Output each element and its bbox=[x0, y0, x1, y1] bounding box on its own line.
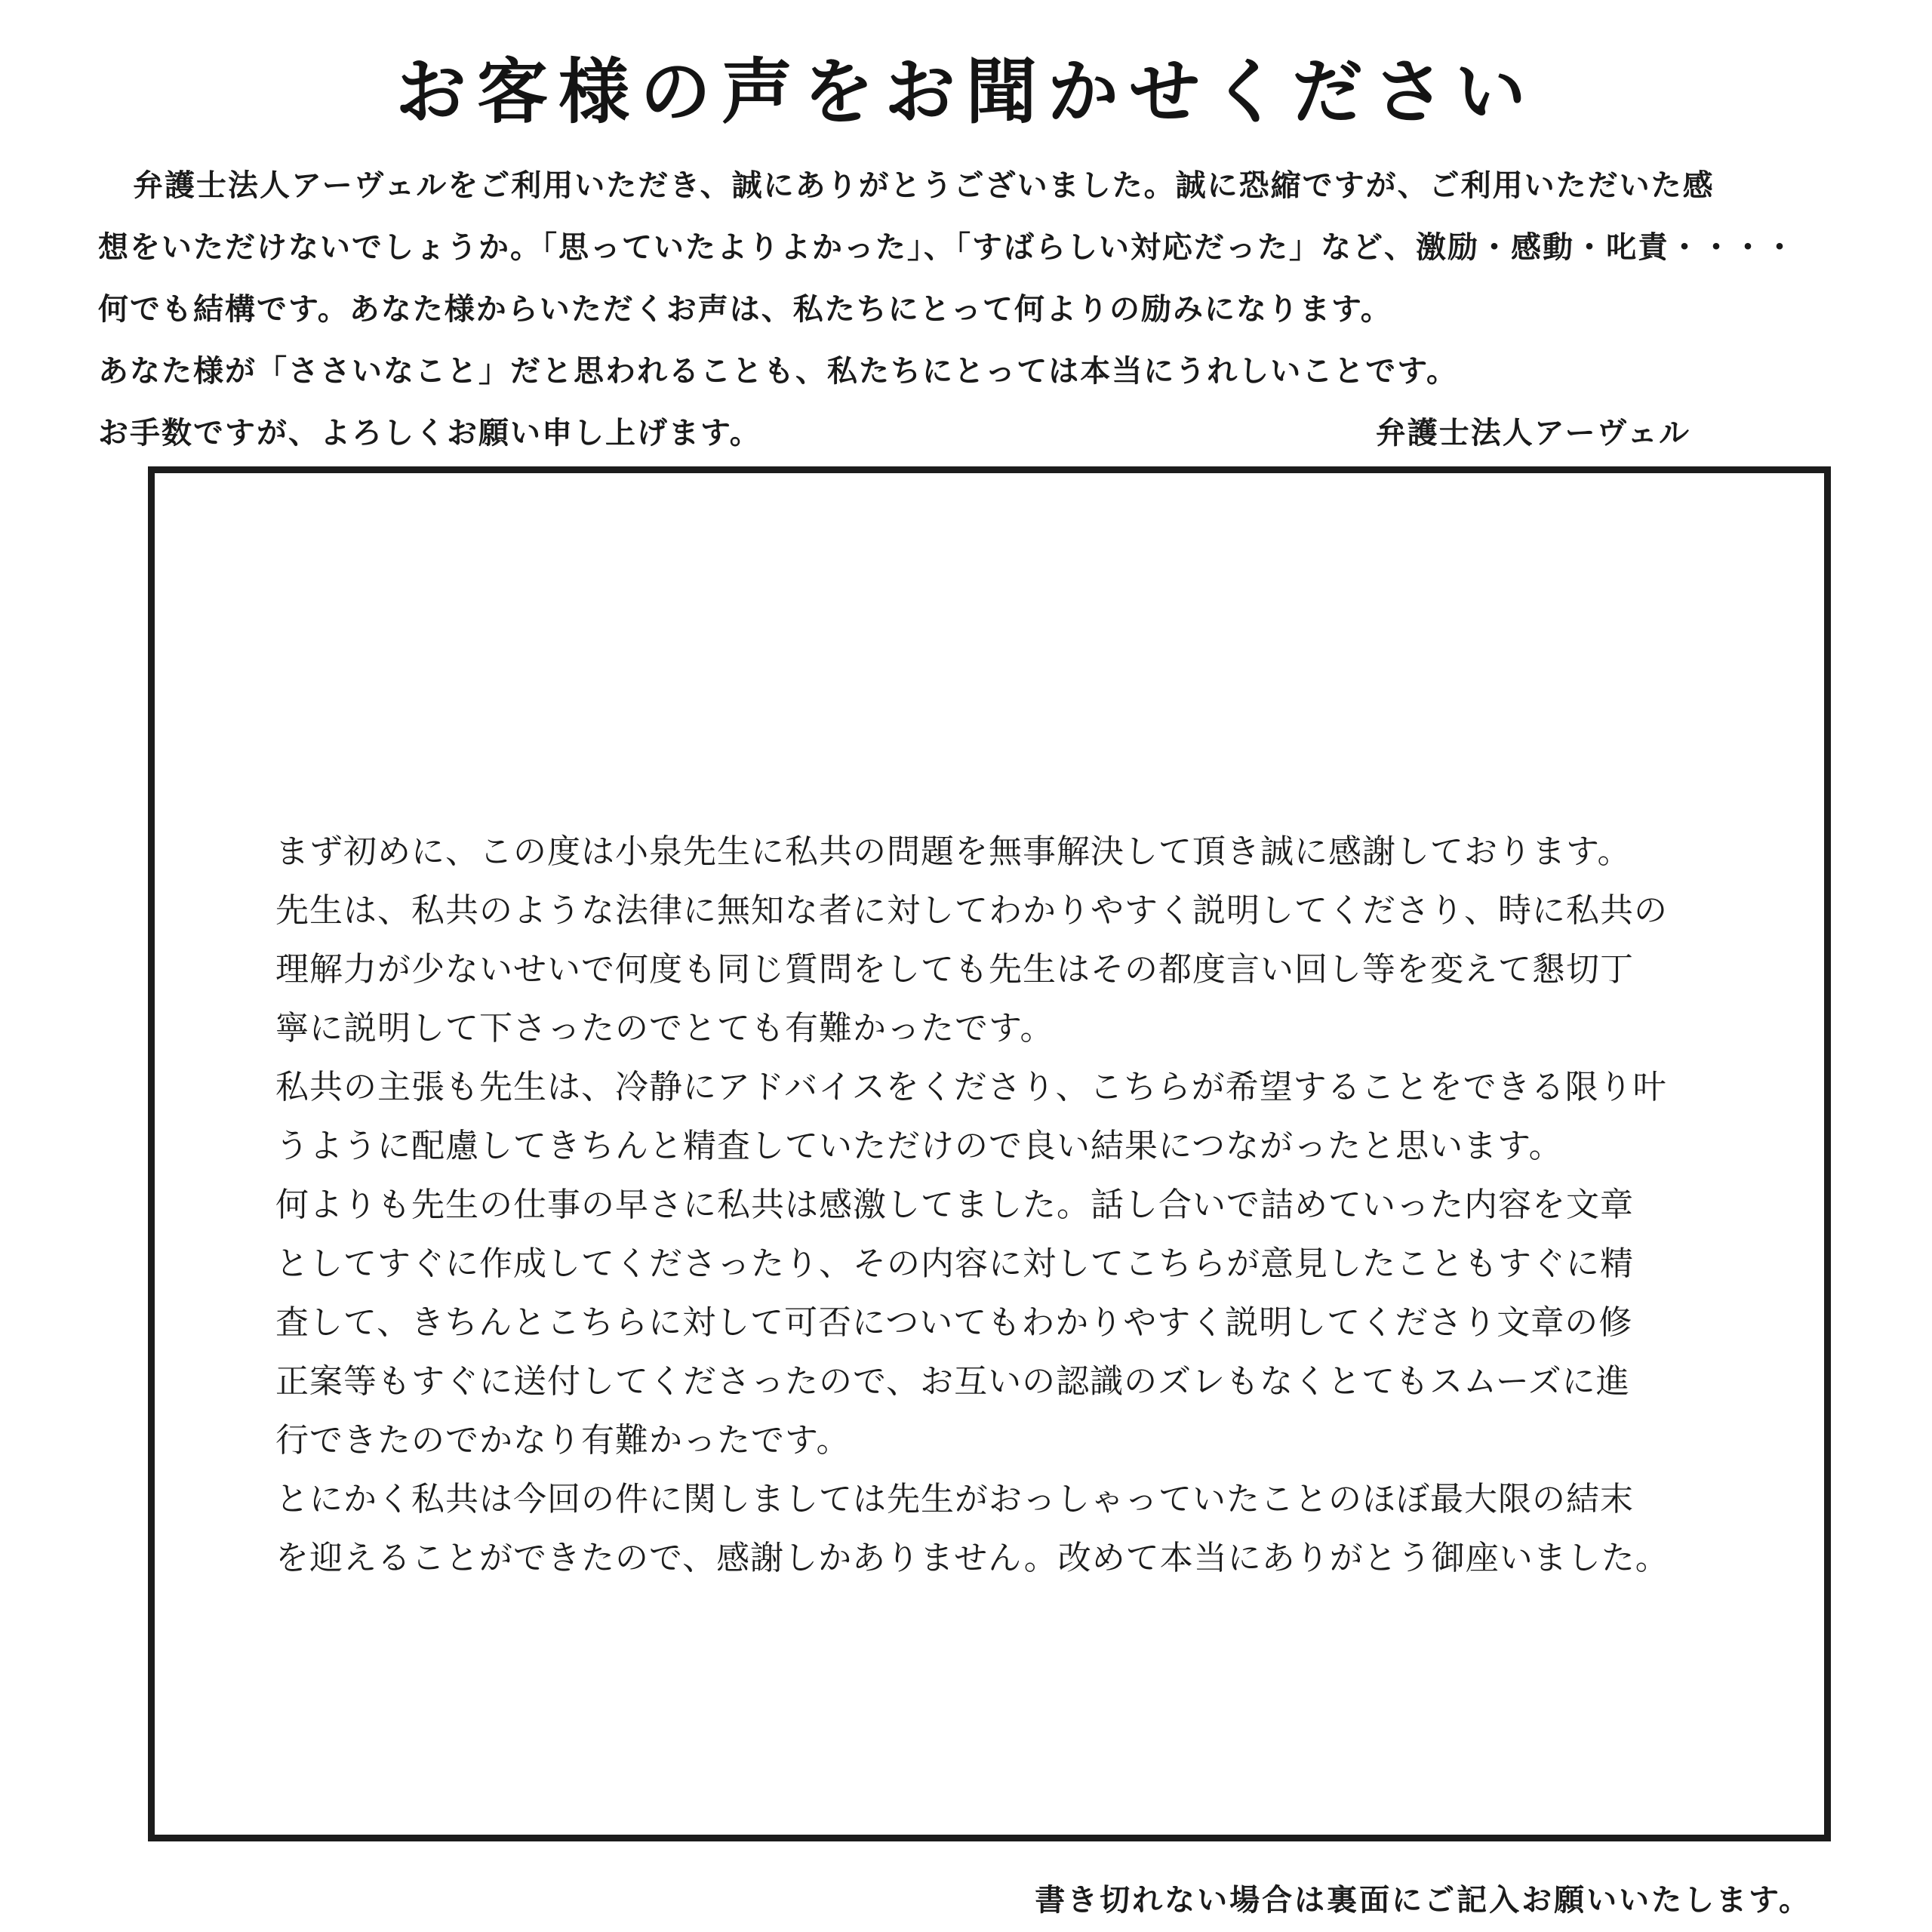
page-title: お客様の声をお聞かせください bbox=[395, 51, 1537, 134]
intro-line: 弁護士法人アーヴェルをご利用いただき、誠にありがとうございました。誠に恐縮ですが、ご利用いただいた感 bbox=[133, 168, 1715, 203]
intro-closing: お手数ですが、よろしくお願い申し上げます。 bbox=[98, 415, 761, 451]
comment-line: を迎えることができたので、感謝しかありません。改めて本当にありがとう御座いました。 bbox=[275, 1539, 1669, 1577]
intro-text bbox=[98, 155, 1864, 464]
intro-line: 何でも結構です。あなた様からいただくお声は、私たちにとって何よりの励みになります。 bbox=[98, 291, 1392, 327]
comment-line: 査して、きちんとこちらに対して可否についてもわかりやすく説明してくださり文章の修 bbox=[275, 1303, 1633, 1342]
comment-line: うように配慮してきちんと精査していただけので良い結果につながったと思います。 bbox=[275, 1127, 1563, 1165]
intro-closing-row bbox=[98, 402, 1864, 464]
comment-line: とにかく私共は今回の件に関しましては先生がおっしゃっていたことのほぼ最大限の結末 bbox=[275, 1480, 1634, 1518]
comment-line: 正案等もすぐに送付してくださったので、お互いの認識のズレもなくとてもスムーズに進 bbox=[275, 1362, 1630, 1401]
comment-line: 私共の主張も先生は、冷静にアドバイスをくださり、こちらが希望することをできる限り叶 bbox=[275, 1068, 1667, 1106]
comment-line: まず初めに、この度は小泉先生に私共の問題を無事解決して頂き誠に感謝しております。 bbox=[275, 832, 1632, 871]
comment-line: 寧に説明して下さったのでとても有難かったです。 bbox=[275, 1009, 1054, 1048]
comment-line: 理解力が少ないせいで何度も同じ質問をしても先生はその都度言い回し等を変えて懇切丁 bbox=[275, 950, 1634, 989]
comment-line: 行できたのでかなり有難かったです。 bbox=[275, 1421, 851, 1460]
intro-line: あなた様が「ささいなこと」だと思われることも、私たちにとっては本当にうれしいことです。 bbox=[98, 353, 1458, 389]
comment-line: 先生は、私共のような法律に無知な者に対してわかりやすく説明してくださり、時に私共の bbox=[275, 891, 1668, 930]
signature: 弁護士法人アーヴェル bbox=[1375, 415, 1690, 451]
comment-line: としてすぐに作成してくださったり、その内容に対してこちらが意見したこともすぐに精 bbox=[275, 1244, 1634, 1283]
comment-line: 何よりも先生の仕事の早さに私共は感激してました。話し合いで詰めていった内容を文章 bbox=[275, 1186, 1634, 1224]
footer-note: 書き切れない場合は裏面にご記入お願いいたします。 bbox=[1035, 1882, 1811, 1918]
customer-comment bbox=[275, 823, 1709, 1588]
intro-line: 想をいただけないでしょうか。「思っていたよりよかった」、「すばらしい対応だった」など、激励・感動・叱責・・・・ bbox=[98, 229, 1796, 265]
